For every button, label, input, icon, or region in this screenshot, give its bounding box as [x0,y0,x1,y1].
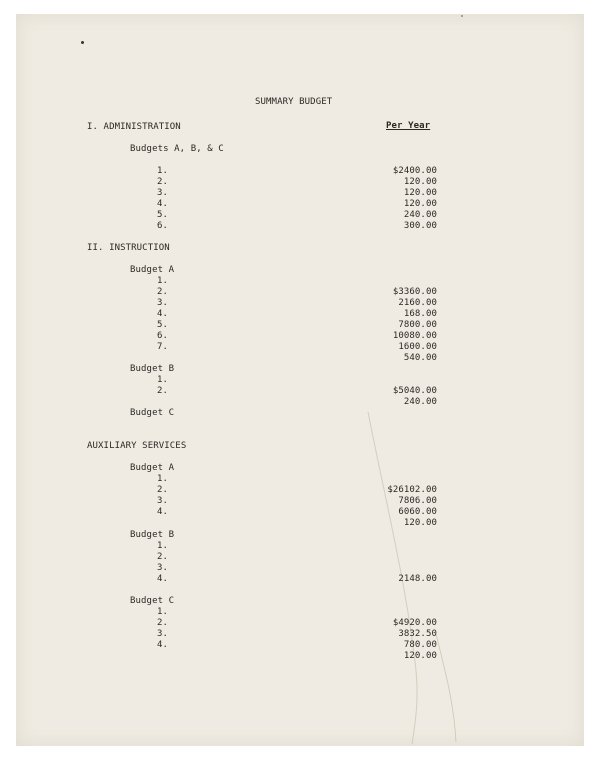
item-number: 2. [157,618,169,628]
item-amount: $5040.00 [392,386,437,396]
item-number: 1. [157,375,169,385]
instruction-budget-a-label: Budget A [130,265,175,275]
item-amount: 240.00 [403,210,437,220]
per-year-column-header: Per Year [386,121,431,131]
item-amount: $26102.00 [387,485,437,495]
item-number: 6. [157,221,169,231]
item-number: 3. [157,496,169,506]
item-amount: $2400.00 [392,166,437,176]
item-number: 2. [157,386,169,396]
item-amount: 1600.00 [398,342,437,352]
item-number: 2. [157,287,169,297]
item-amount: 120.00 [403,518,437,528]
item-number: 3. [157,629,169,639]
item-amount: $4920.00 [392,618,437,628]
item-number: 5. [157,210,169,220]
item-amount: 6060.00 [398,507,437,517]
item-number: 1. [157,276,169,286]
item-number: 1. [157,607,169,617]
item-number: 4. [157,309,169,319]
instruction-budget-b-label: Budget B [130,364,175,374]
item-number: 5. [157,320,169,330]
item-number: 7. [157,342,169,352]
item-amount: 2160.00 [398,298,437,308]
item-number: 4. [157,507,169,517]
item-amount: 120.00 [403,199,437,209]
item-number: 4. [157,640,169,650]
instruction-budget-c-label: Budget C [130,408,175,418]
item-number: 4. [157,574,169,584]
auxiliary-budget-c-label: Budget C [130,596,175,606]
item-amount: 2148.00 [398,574,437,584]
item-amount: $3360.00 [392,287,437,297]
item-number: 4. [157,199,169,209]
item-amount: 300.00 [403,221,437,231]
item-amount: 540.00 [403,353,437,363]
section-auxiliary-services-heading: AUXILIARY SERVICES [87,441,187,451]
item-number: 3. [157,563,169,573]
item-number: 2. [157,552,169,562]
paper-speck [81,41,84,44]
paper-speck [461,15,463,17]
item-number: 3. [157,298,169,308]
item-amount: 780.00 [403,640,437,650]
item-amount: 120.00 [403,188,437,198]
item-number: 2. [157,485,169,495]
section-administration-heading: I. ADMINISTRATION [87,122,181,132]
auxiliary-budget-b-label: Budget B [130,530,175,540]
item-amount: 240.00 [403,397,437,407]
item-number: 1. [157,541,169,551]
item-amount: 7800.00 [398,320,437,330]
budgets-abc-subheading: Budgets A, B, & C [130,144,224,154]
item-number: 1. [157,166,169,176]
item-number: 2. [157,177,169,187]
item-amount: 168.00 [403,309,437,319]
item-number: 6. [157,331,169,341]
item-number: 1. [157,474,169,484]
auxiliary-budget-a-label: Budget A [130,463,175,473]
item-number: 3. [157,188,169,198]
item-amount: 7806.00 [398,496,437,506]
item-amount: 120.00 [403,651,437,661]
item-amount: 3832.50 [398,629,437,639]
document-title: SUMMARY BUDGET [255,97,333,107]
item-amount: 10080.00 [392,331,437,341]
section-instruction-heading: II. INSTRUCTION [87,243,170,253]
item-amount: 120.00 [403,177,437,187]
